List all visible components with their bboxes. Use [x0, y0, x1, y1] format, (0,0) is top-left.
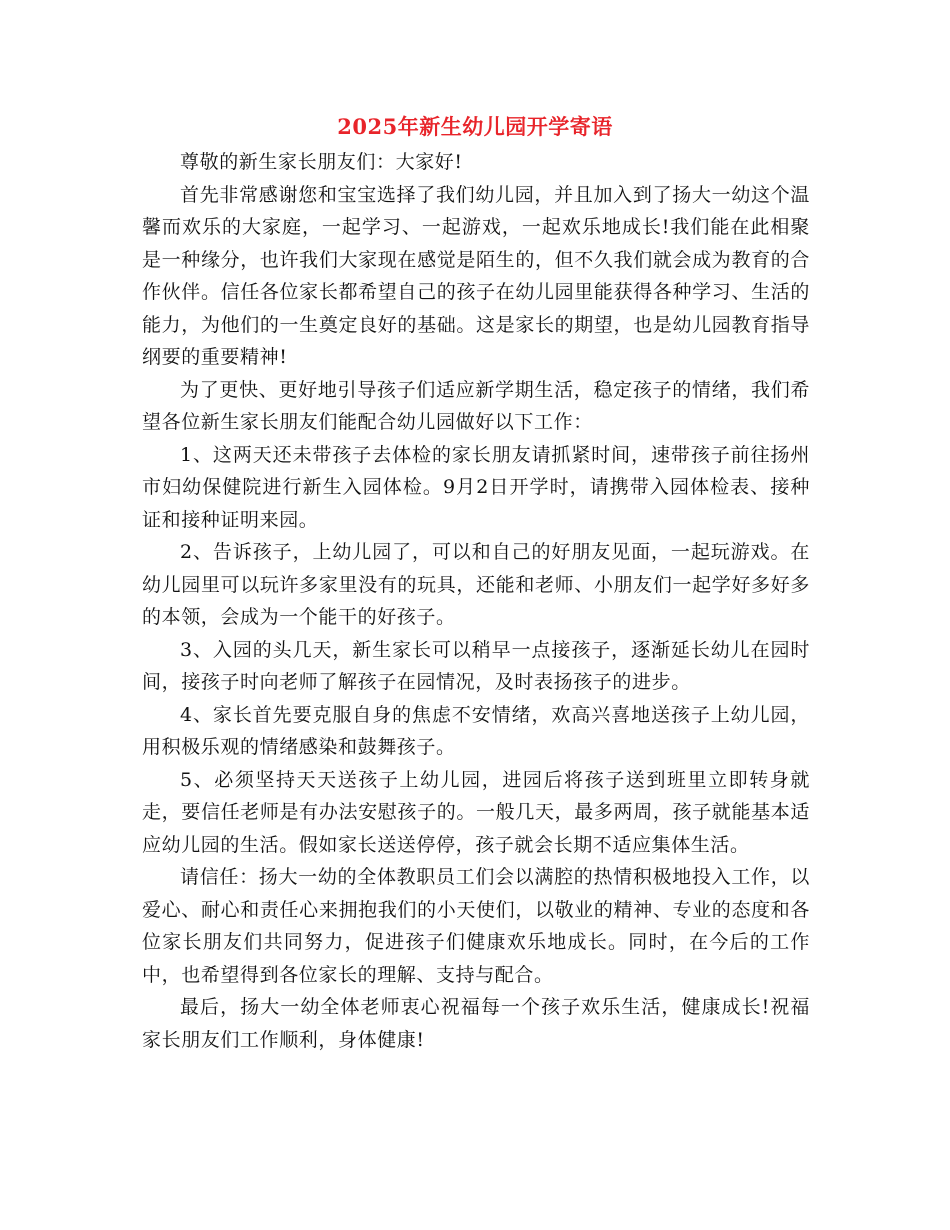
paragraph-request-intro: 为了更快、更好地引导孩子们适应新学期生活，稳定孩子的情绪，我们希望各位新生家长朋友们能配合幼儿园做好以下工作：: [142, 378, 810, 433]
paragraph-closing: 最后，扬大一幼全体老师衷心祝福每一个孩子欢乐生活，健康成长!祝福家长朋友们工作顺利，身体健康!: [142, 996, 810, 1051]
document-body: [142, 146, 810, 1056]
paragraph-greeting: 尊敬的新生家长朋友们：大家好!: [180, 151, 463, 173]
paragraph-trust: 请信任：扬大一幼的全体教职员工们会以满腔的热情积极地投入工作，以爱心、耐心和责任心来拥抱我们的小天使们，以敬业的精神、专业的态度和各位家长朋友们共同努力，促进孩子们健康欢乐地成长。同时，在今后的工作中，也希望得到各位家长的理解、支持与配合。: [142, 866, 810, 986]
paragraph-thanks: 首先非常感谢您和宝宝选择了我们幼儿园，并且加入到了扬大一幼这个温馨而欢乐的大家庭，一起学习、一起游戏，一起欢乐地成长!我们能在此相聚是一种缘分，也许我们大家现在感觉是陌生的，但不久我们就会成为教育的合作伙伴。信任各位家长都希望自己的孩子在幼儿园里能获得各种学习、生活的能力，为他们的一生奠定良好的基础。这是家长的期望，也是幼儿园教育指导纲要的重要精神!: [142, 183, 810, 368]
document-title: 2025年新生幼儿园开学寄语: [337, 114, 613, 139]
paragraph-item-2: 2、告诉孩子，上幼儿园了，可以和自己的好朋友见面，一起玩游戏。在幼儿园里可以玩许多家里没有的玩具，还能和老师、小朋友们一起学好多好多的本领，会成为一个能干的好孩子。: [142, 541, 810, 628]
paragraph-item-4: 4、家长首先要克服自身的焦虑不安情绪，欢高兴喜地送孩子上幼儿园，用积极乐观的情绪感染和鼓舞孩子。: [142, 703, 810, 758]
paragraph-item-3: 3、入园的头几天，新生家长可以稍早一点接孩子，逐渐延长幼儿在园时间，接孩子时向老师了解孩子在园情况，及时表扬孩子的进步。: [142, 638, 810, 693]
paragraph-item-1: 1、这两天还未带孩子去体检的家长朋友请抓紧时间，速带孩子前往扬州市妇幼保健院进行新生入园体检。9月2日开学时，请携带入园体检表、接种证和接种证明来园。: [142, 443, 810, 531]
paragraph-item-5: 5、必须坚持天天送孩子上幼儿园，进园后将孩子送到班里立即转身就走，要信任老师是有办法安慰孩子的。一般几天，最多两周，孩子就能基本适应幼儿园的生活。假如家长送送停停，孩子就会长期不适应集体生活。: [142, 768, 810, 856]
